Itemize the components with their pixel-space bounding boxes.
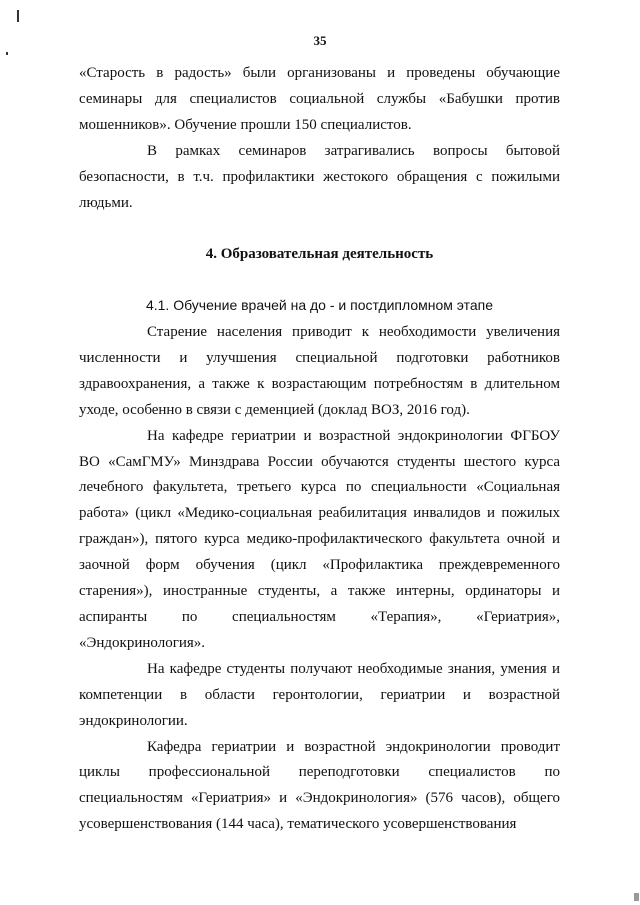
paragraph: Кафедра гериатрии и возрастной эндокринологии проводит циклы профессиональной переподготовки специалистов по специальностям «Гериатрия» и «Эндокринология» (576 часов), общего усовершенствования (144 часа), тематического усовершенствования (79, 738, 560, 833)
scan-mark (6, 52, 8, 55)
section-heading: 4. Образовательная деятельность (205, 246, 434, 262)
scan-mark (634, 893, 639, 901)
paragraph: Старение населения приводит к необходимости увеличения численности и улучшения специальной подготовки работников здравоохранения, а также к возрастающим потребностям в длительном уходе, особенно в связи с деменцией (доклад ВОЗ, 2016 год). (79, 324, 560, 418)
page-number: 35 (313, 33, 327, 48)
paragraph: В рамках семинаров затрагивались вопросы бытовой безопасности, в т.ч. профилактики жестокого обращения с пожилыми людьми. (79, 142, 560, 211)
scan-mark (17, 10, 19, 22)
paragraph: «Старость в радость» были организованы и проведены обучающие семинары для специалистов социальной службы «Бабушки против мошенников». Обучение прошли 150 специалистов. (79, 65, 560, 133)
subsection-heading: 4.1. Обучение врачей на до - и постдипломном этапе (145, 297, 494, 313)
text-block-main (79, 320, 560, 838)
paragraph: На кафедре гериатрии и возрастной эндокринологии ФГБОУ ВО «СамГМУ» Минздрава России обучаются студенты шестого курса лечебного факультета, третьего курса по специальности «Социальная работа» (цикл «Медико-социальная реабилитация инвалидов и пожилых граждан»), пятого курса медико-профилактического факультета очной и заочной форм обучения (цикл «Профилактика преждевременного старения»), иностранные студенты, а также интерны, ординаторы и аспиранты по специальностям «Терапия», «Гериатрия», «Эндокринология». (79, 427, 560, 651)
paragraph: На кафедре студенты получают необходимые знания, умения и компетенции в области геронтологии, гериатрии и возрастной эндокринологии. (79, 660, 560, 729)
text-block-top (79, 61, 560, 216)
